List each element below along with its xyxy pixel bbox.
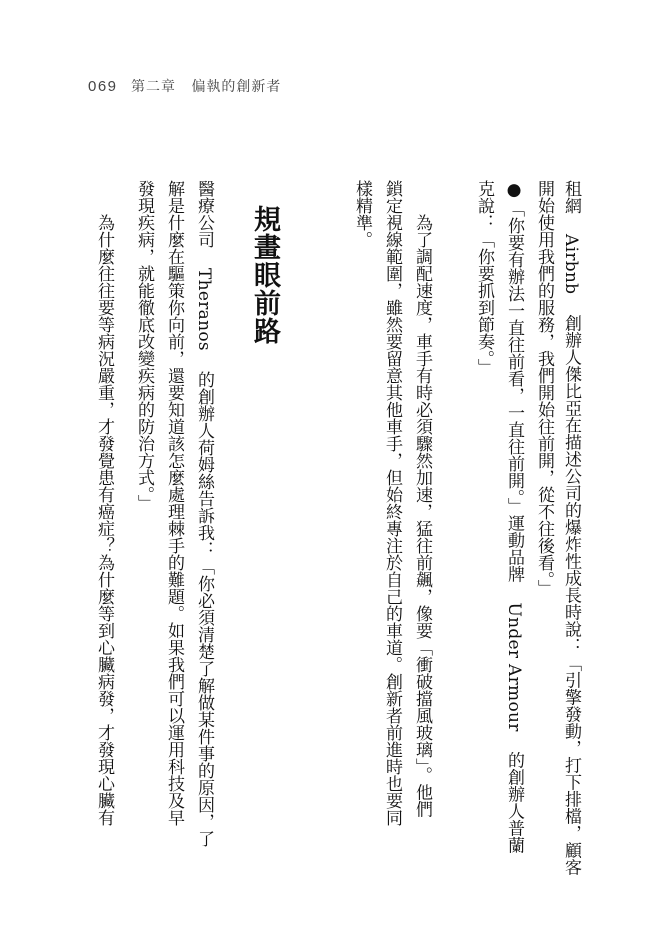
paragraph-theranos-line-2: 解是什麼在驅策你向前，還要知道該怎麼處理棘手的難題。如果我們可以運用科技及早 <box>164 180 184 826</box>
paragraph-theranos-line-1: 醫療公司 Theranos 的創辦人荷姆絲告訴我：「你必須清楚了解做某件事的原因，了 <box>194 180 214 847</box>
running-header <box>88 76 281 96</box>
paragraph-speed-line-1: 為了調配速度，車手有時必須驟然加速，猛往前飆，像要「衝破擋風玻璃」。他們 <box>412 214 432 818</box>
text-column-1: 租網 Airbnb 創辦人傑比亞在描述公司的爆炸性成長時說：「引擎發動，打下排檔，顧客 <box>561 180 581 876</box>
chapter-title: 偏執的創新者 <box>191 79 282 95</box>
paragraph-speed-line-2: 鎖定視線範圍，雖然要留意其他車手，但始終專注於自己的車道。創新者前進時也要同 <box>382 180 402 826</box>
bullet-quote-line-1: ●「你要有辦法一直往前看，一直往前開。」運動品牌 Under Armour 的創辦人普蘭 <box>504 180 524 854</box>
text-column-2: 開始使用我們的服務，我們開始往前開，從不往後看。」 <box>534 180 554 597</box>
page-number: 069 <box>88 78 118 95</box>
chapter-label: 第二章 <box>130 79 176 95</box>
paragraph-illness-line-1: 為什麼往往要等病況嚴重，才發覺患有癌症？為什麼等到心臟病發，才發現心臟有 <box>94 214 114 826</box>
paragraph-speed-line-3: 樣精準。 <box>352 180 372 248</box>
section-heading: 規畫眼前路 <box>249 205 280 345</box>
bullet-quote-line-2: 克說：「你要抓到節奏。」 <box>474 180 494 376</box>
paragraph-theranos-line-3: 發現疾病，就能徹底改變疾病的防治方式。」 <box>134 180 154 512</box>
